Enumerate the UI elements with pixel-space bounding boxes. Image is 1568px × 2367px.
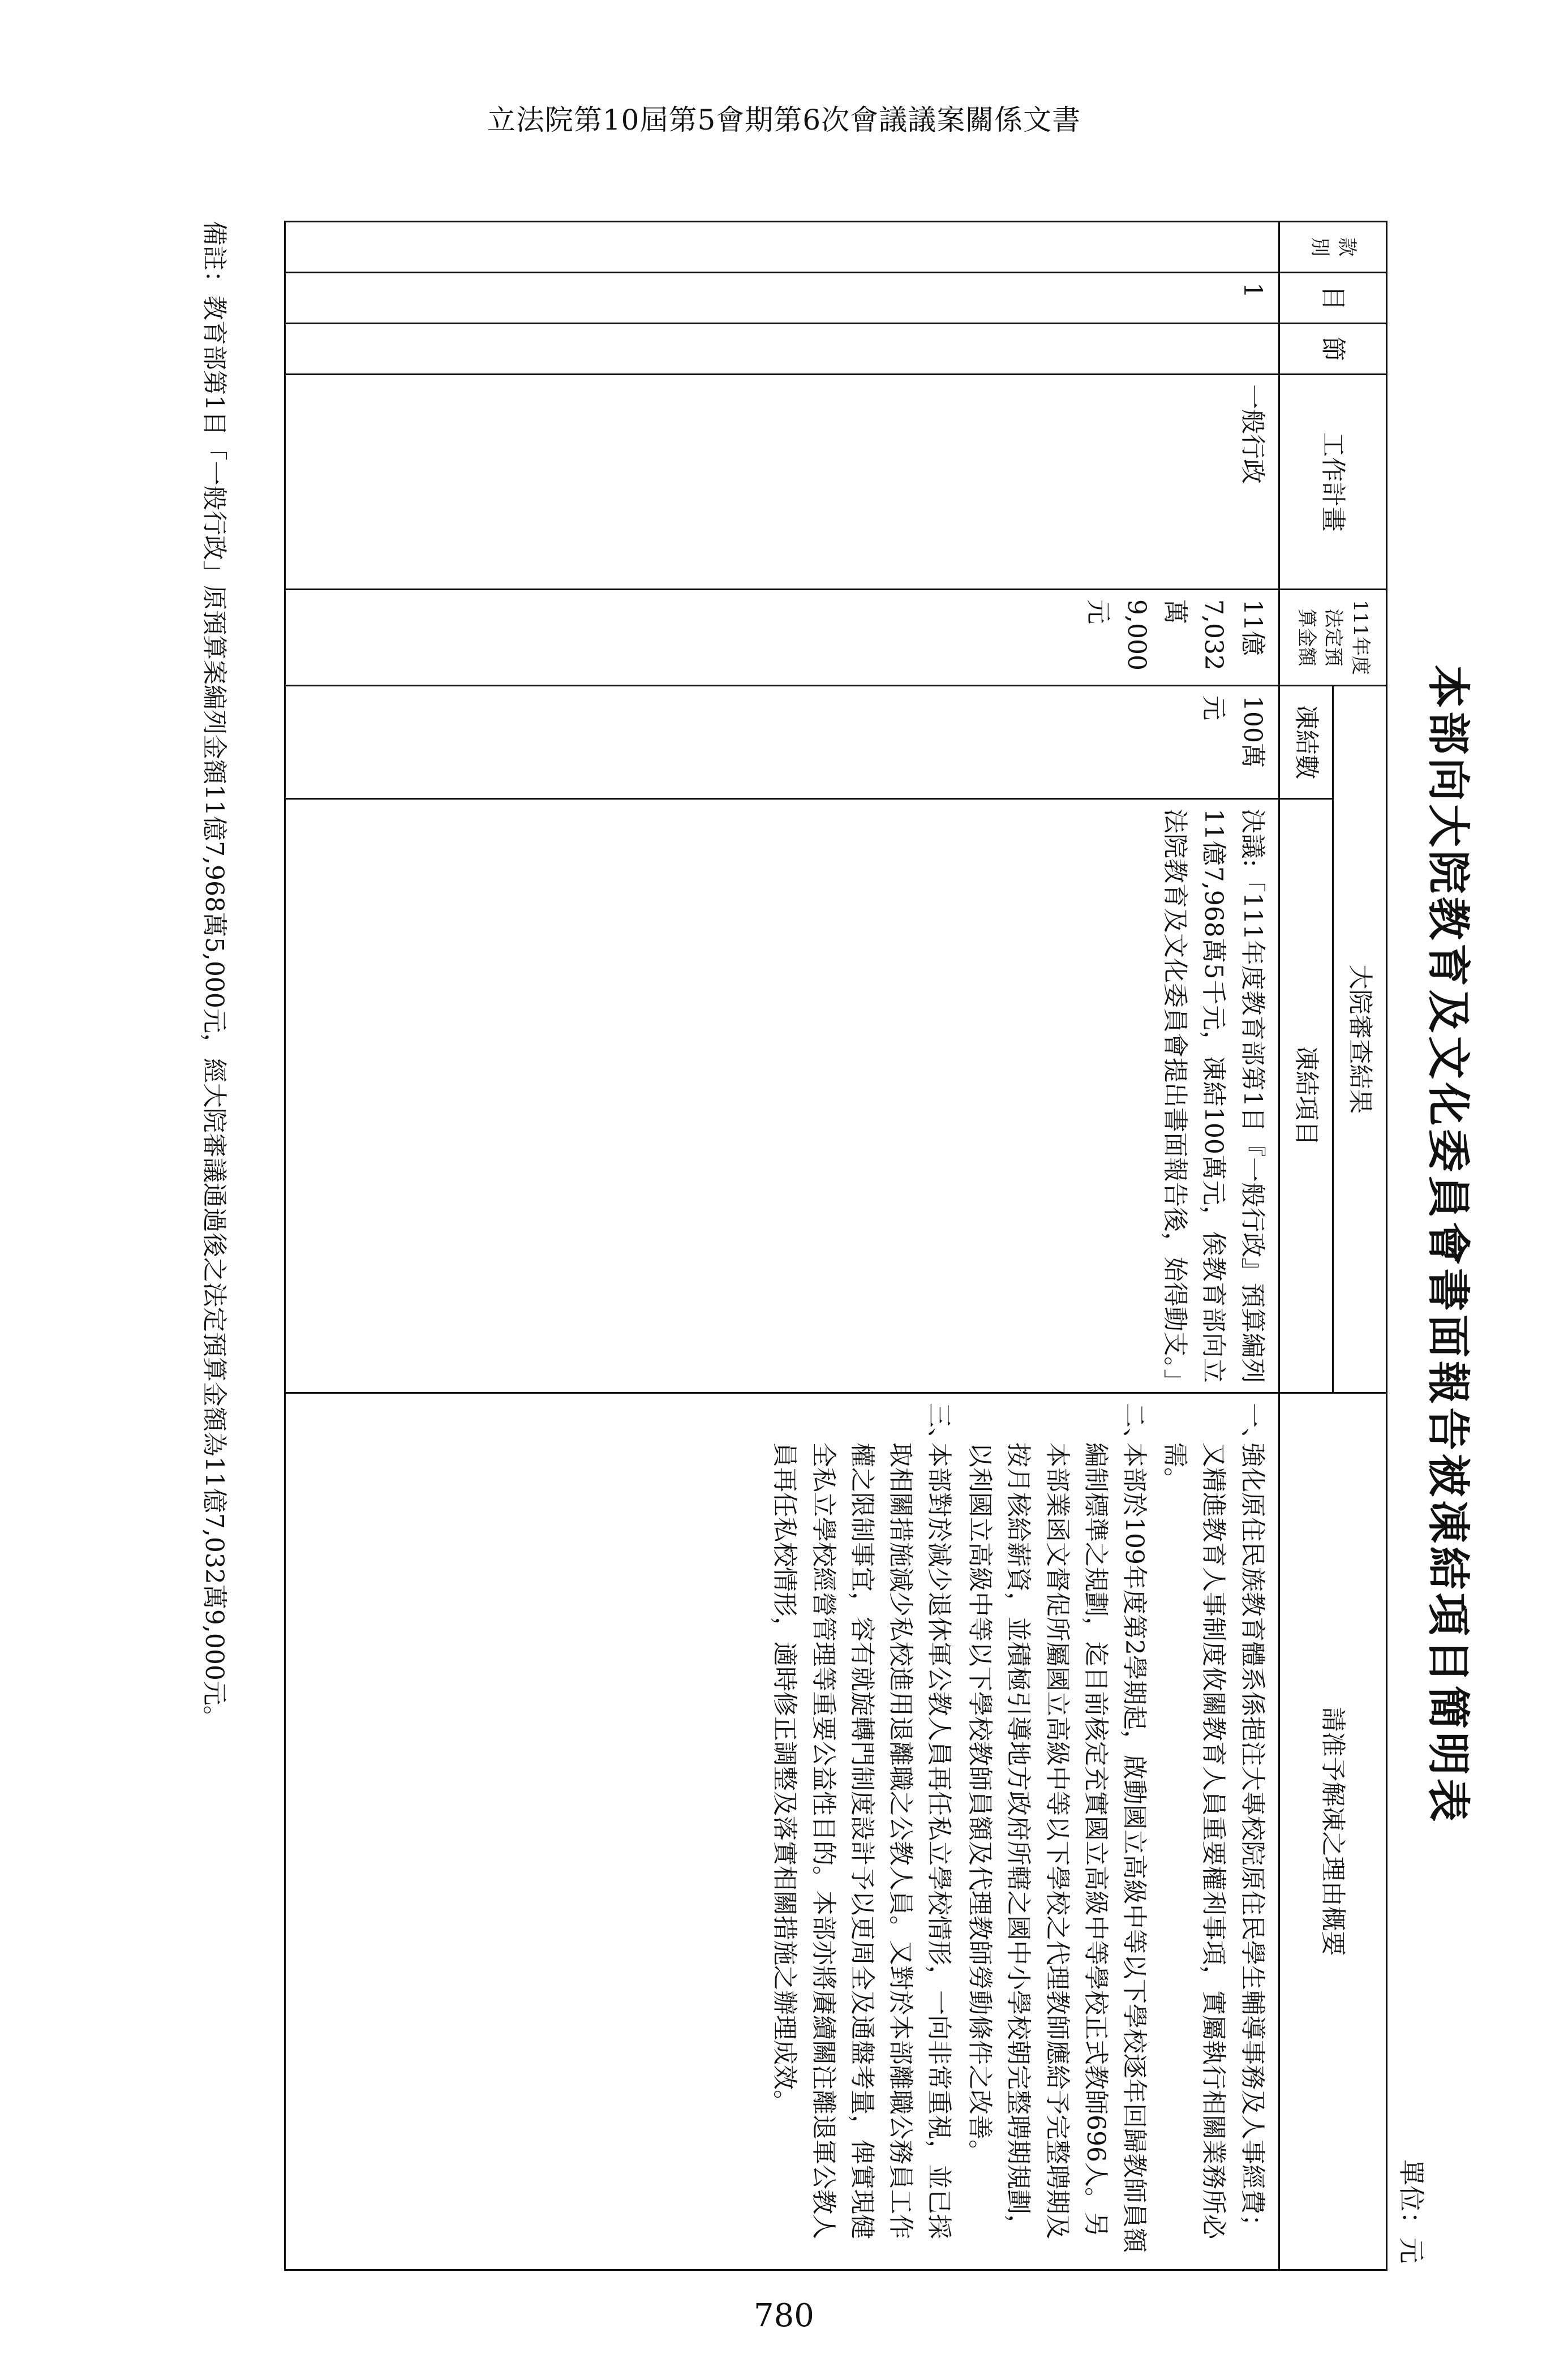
document-header: 立法院第10屆第5會期第6次會議議案關係文書: [487, 104, 1081, 136]
col-header-mu: 目: [1279, 273, 1386, 324]
reason-text: 強化原住民族教育體系係挹注大專校院原住民學生輔導事務及人事經費；又精進教育人事制度攸關教育人員重要權利事項，實屬執行相關業務所必需。: [1161, 1442, 1267, 2239]
reason-text: 本部對於減少退休軍公教人員再任私立學校情形，一向非常重視，並已採取相關措施減少私校進用退離職之公教人員。又對於本部離職公務員工作權之限制事宜，容有就旋轉門制度設計予以更周全及通盤考量，俾實現健全私立學校經營管理等重要公益性目的。本部亦將賡續關注離退軍公教人員再任私校情形，適時修正調整及落實相關措施之辦理成效。: [770, 1442, 954, 2239]
cell-jie: [285, 324, 1279, 375]
cell-frozen-item: 決議:「111年度教育部第1目『一般行政』預算編列11億7,968萬5千元，凍結100萬元，俟教育部向立法院教育及文化委員會提出書面報告後，始得動支。」: [285, 799, 1279, 1393]
reason-number: 一、: [1238, 1403, 1267, 1453]
col-header-reasons: 請准予解凍之理由概要: [1279, 1393, 1386, 2270]
col-header-kuan: 款別: [1279, 222, 1386, 273]
cell-budget: 11億7,032萬9,000元: [285, 590, 1279, 686]
unit-label: 單位：元: [1396, 2159, 1427, 2263]
reason-number: 二、: [1120, 1403, 1149, 1453]
list-item: [1155, 1403, 1271, 2260]
list-item: [960, 1403, 1153, 2260]
page-number: 780: [754, 2297, 814, 2334]
reason-text: 本部於109年度第2學期起，啟動國立高級中等以下學校逐年回歸教師員額編制標準之規劃，迄目前核定充實國立高級中等學校正式教師696人。另本部業函文督促所屬國立高級中等以下學校之代理教師應給予完整聘期及按月核給薪資，並積極引導地方政府所轄之國中小學校朝完整聘期規劃，以利國立高級中等以下學校教師員額及代理教師勞動條件之改善。: [965, 1442, 1149, 2253]
rotated-page-content: [113, 215, 1483, 2275]
cell-plan: 一般行政: [285, 375, 1279, 590]
frozen-items-table: [284, 221, 1387, 2271]
col-header-plan: 工作計畫: [1279, 375, 1386, 590]
page-title: 本部向大院教育及文化委員會書面報告被凍結項目簡明表: [1423, 665, 1474, 1825]
reasons-list: [765, 1403, 1271, 2260]
cell-mu: 1: [285, 273, 1279, 324]
reason-number: 三、: [925, 1403, 954, 1453]
table-header-row-1: [1333, 222, 1386, 2270]
col-header-budget: 111年度法定預算金額: [1279, 590, 1386, 686]
list-item: [765, 1403, 958, 2260]
cell-frozen-amount: 100萬元: [285, 686, 1279, 799]
col-header-jie: 節: [1279, 324, 1386, 375]
cell-reasons: [285, 1393, 1279, 2270]
table-note: 備註：教育部第1目「一般行政」原預算案編列金額11億7,968萬5,000元，經大院審議通過後之法定預算金額為11億7,032萬9,000元。: [200, 221, 229, 1730]
table-row: [285, 222, 1279, 2270]
col-header-review-result: 大院審查結果: [1333, 686, 1386, 1393]
col-header-frozen-amount: 凍結數: [1279, 686, 1333, 799]
col-header-frozen-item: 凍結項目: [1279, 799, 1333, 1393]
cell-kuan: [285, 222, 1279, 273]
